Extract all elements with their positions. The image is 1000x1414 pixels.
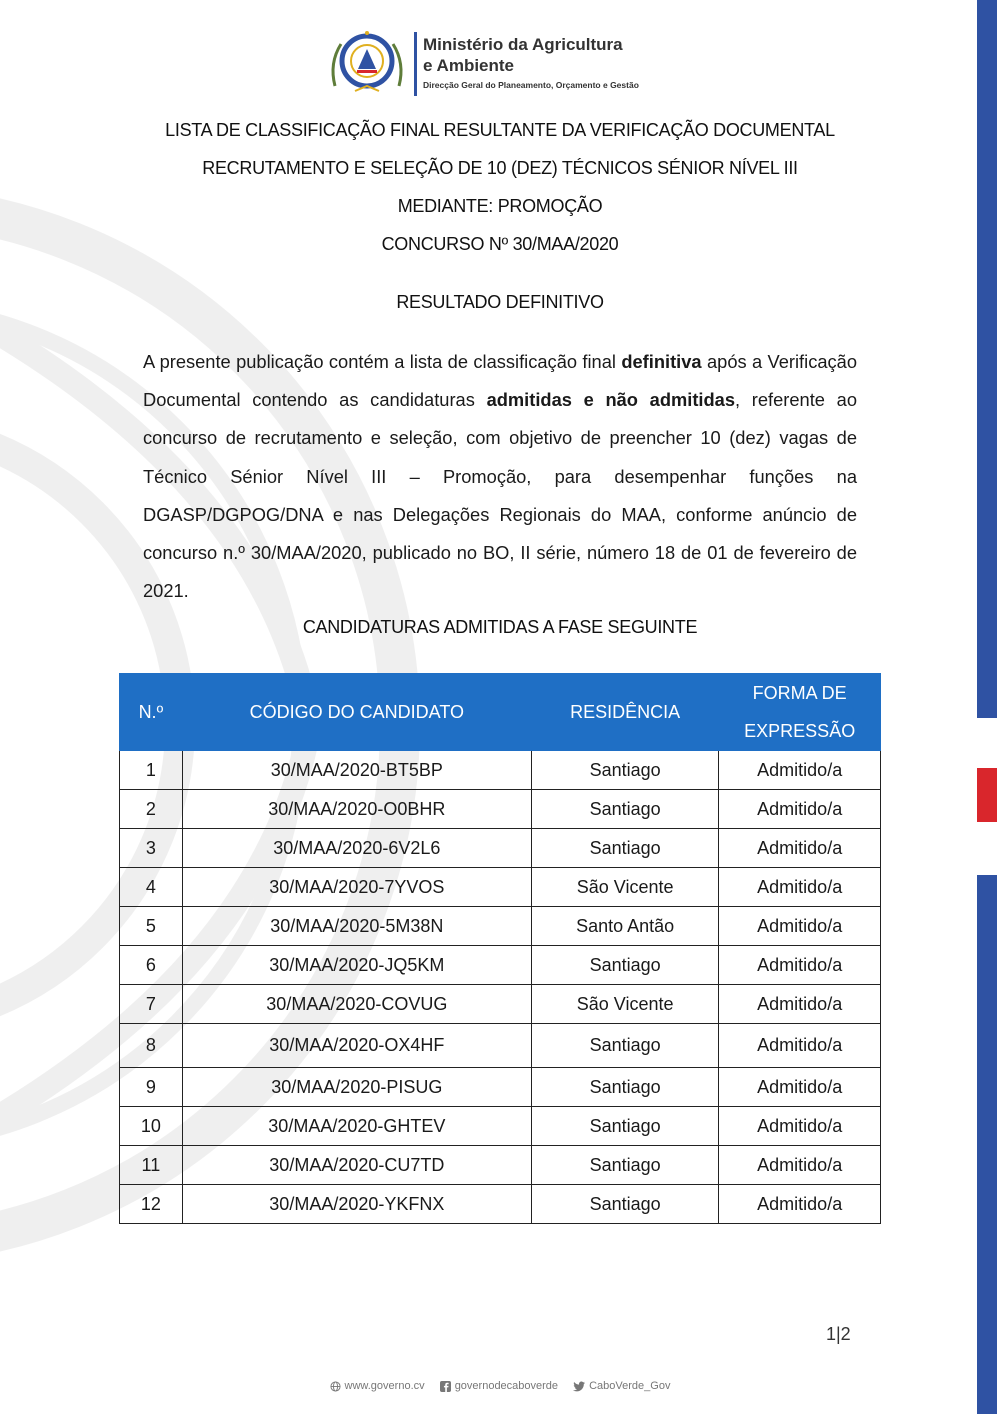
- table-header-row: [120, 674, 881, 751]
- table-row: [120, 829, 881, 868]
- col-header-candidate-code: CÓDIGO DO CANDIDATO: [182, 674, 531, 751]
- table-row: [120, 1146, 881, 1185]
- cell-number: 3: [120, 829, 183, 868]
- cell-residence: Santo Antão: [531, 907, 718, 946]
- cell-residence: Santiago: [531, 1185, 718, 1224]
- footer-website[interactable]: [330, 1380, 425, 1392]
- document-title-line4: CONCURSO Nº 30/MAA/2020: [381, 234, 619, 254]
- ministry-name: [423, 34, 623, 76]
- cell-residence: Santiago: [531, 1024, 718, 1068]
- table-row: [120, 868, 881, 907]
- cell-expression-form: Admitido/a: [719, 985, 881, 1024]
- cell-residence: Santiago: [531, 1107, 718, 1146]
- col-header-expression-form: FORMA DE EXPRESSÃO: [719, 674, 881, 751]
- twitter-icon: [573, 1381, 585, 1392]
- cell-number: 5: [120, 907, 183, 946]
- cell-residence: São Vicente: [531, 868, 718, 907]
- page-number: 1|2: [826, 1324, 851, 1344]
- cell-expression-form: Admitido/a: [719, 868, 881, 907]
- national-emblem-icon: [327, 28, 407, 98]
- table-row: [120, 907, 881, 946]
- cell-number: 10: [120, 1107, 183, 1146]
- table-row: [120, 1024, 881, 1068]
- cell-number: 8: [120, 1024, 183, 1068]
- cell-expression-form: Admitido/a: [719, 946, 881, 985]
- cell-candidate-code: 30/MAA/2020-6V2L6: [182, 829, 531, 868]
- side-stripe-blue-top: [977, 0, 997, 718]
- cell-residence: Santiago: [531, 1146, 718, 1185]
- result-heading: RESULTADO DEFINITIVO: [396, 292, 604, 312]
- facebook-icon: [440, 1381, 451, 1392]
- cell-expression-form: Admitido/a: [719, 907, 881, 946]
- cell-number: 7: [120, 985, 183, 1024]
- intro-text-2: após a Verificação Documental contendo as candidaturas: [143, 351, 857, 411]
- cell-number: 12: [120, 1185, 183, 1224]
- cell-residence: Santiago: [531, 751, 718, 790]
- cell-candidate-code: 30/MAA/2020-COVUG: [182, 985, 531, 1024]
- side-stripe-red: [977, 768, 997, 822]
- cell-residence: Santiago: [531, 1068, 718, 1107]
- cell-candidate-code: 30/MAA/2020-5M38N: [182, 907, 531, 946]
- cell-candidate-code: 30/MAA/2020-JQ5KM: [182, 946, 531, 985]
- cell-number: 9: [120, 1068, 183, 1107]
- cell-expression-form: Admitido/a: [719, 1068, 881, 1107]
- cell-expression-form: Admitido/a: [719, 1107, 881, 1146]
- cell-expression-form: Admitido/a: [719, 829, 881, 868]
- cell-residence: Santiago: [531, 946, 718, 985]
- cell-residence: Santiago: [531, 829, 718, 868]
- directorate-name: Direcção Geral do Planeamento, Orçamento e Gestão: [423, 80, 639, 90]
- col-header-number: N.º: [120, 674, 183, 751]
- document-title-line2: RECRUTAMENTO E SELEÇÃO DE 10 (DEZ) TÉCNICOS SÉNIOR NÍVEL III: [202, 158, 798, 178]
- footer-facebook-label: governodecaboverde: [454, 1380, 559, 1392]
- cell-candidate-code: 30/MAA/2020-YKFNX: [182, 1185, 531, 1224]
- footer-links: [0, 1380, 1000, 1395]
- footer-website-label: www.governo.cv: [344, 1380, 425, 1392]
- table-row: [120, 1068, 881, 1107]
- ministry-name-line2: e Ambiente: [423, 56, 515, 75]
- intro-paragraph: [143, 343, 857, 610]
- header-divider: [414, 32, 417, 96]
- globe-icon: [330, 1381, 341, 1392]
- cell-number: 11: [120, 1146, 183, 1185]
- ministry-name-line1: Ministério da Agricultura: [423, 35, 623, 54]
- table-row: [120, 946, 881, 985]
- table-row: [120, 1185, 881, 1224]
- table-row: [120, 1107, 881, 1146]
- ministry-logo: [327, 28, 667, 100]
- cell-expression-form: Admitido/a: [719, 1146, 881, 1185]
- cell-number: 6: [120, 946, 183, 985]
- intro-text-1: A presente publicação contém a lista de classificação final: [143, 351, 622, 372]
- cell-expression-form: Admitido/a: [719, 1024, 881, 1068]
- col-header-residence: RESIDÊNCIA: [531, 674, 718, 751]
- cell-number: 1: [120, 751, 183, 790]
- candidates-table: [119, 673, 881, 1224]
- table-row: [120, 751, 881, 790]
- intro-text-3: , referente ao concurso de recrutamento e seleção, com objetivo de preencher 10 (dez) vagas de Técnico Sénior Nível III – Promoção, para desempenhar funções na DGASP/DGPOG/DNA e nas Delegações Regionais do MAA, conforme anúncio de concurso n.º 30/MAA/2020, publicado no BO, II série, número 18 de 01 de fevereiro de 2021.: [143, 389, 858, 602]
- cell-expression-form: Admitido/a: [719, 790, 881, 829]
- table-row: [120, 985, 881, 1024]
- cell-candidate-code: 30/MAA/2020-7YVOS: [182, 868, 531, 907]
- cell-residence: Santiago: [531, 790, 718, 829]
- cell-candidate-code: 30/MAA/2020-PISUG: [182, 1068, 531, 1107]
- cell-expression-form: Admitido/a: [719, 1185, 881, 1224]
- intro-bold-definitiva: definitiva: [621, 351, 702, 372]
- table-row: [120, 790, 881, 829]
- cell-number: 2: [120, 790, 183, 829]
- footer-facebook[interactable]: [440, 1380, 558, 1392]
- intro-bold-admitidas: admitidas e não admitidas: [486, 389, 736, 411]
- cell-expression-form: Admitido/a: [719, 751, 881, 790]
- table-heading: CANDIDATURAS ADMITIDAS A FASE SEGUINTE: [302, 617, 698, 637]
- document-title-line1: LISTA DE CLASSIFICAÇÃO FINAL RESULTANTE DA VERIFICAÇÃO DOCUMENTAL: [165, 120, 835, 140]
- footer-twitter[interactable]: [573, 1380, 670, 1392]
- side-stripe-blue-bottom: [977, 875, 997, 1414]
- footer-twitter-label: CaboVerde_Gov: [589, 1380, 671, 1392]
- cell-candidate-code: 30/MAA/2020-GHTEV: [182, 1107, 531, 1146]
- cell-number: 4: [120, 868, 183, 907]
- cell-candidate-code: 30/MAA/2020-OX4HF: [182, 1024, 531, 1068]
- cell-residence: São Vicente: [531, 985, 718, 1024]
- cell-candidate-code: 30/MAA/2020-BT5BP: [182, 751, 531, 790]
- cell-candidate-code: 30/MAA/2020-O0BHR: [182, 790, 531, 829]
- cell-candidate-code: 30/MAA/2020-CU7TD: [182, 1146, 531, 1185]
- document-title-line3: MEDIANTE: PROMOÇÃO: [397, 196, 603, 216]
